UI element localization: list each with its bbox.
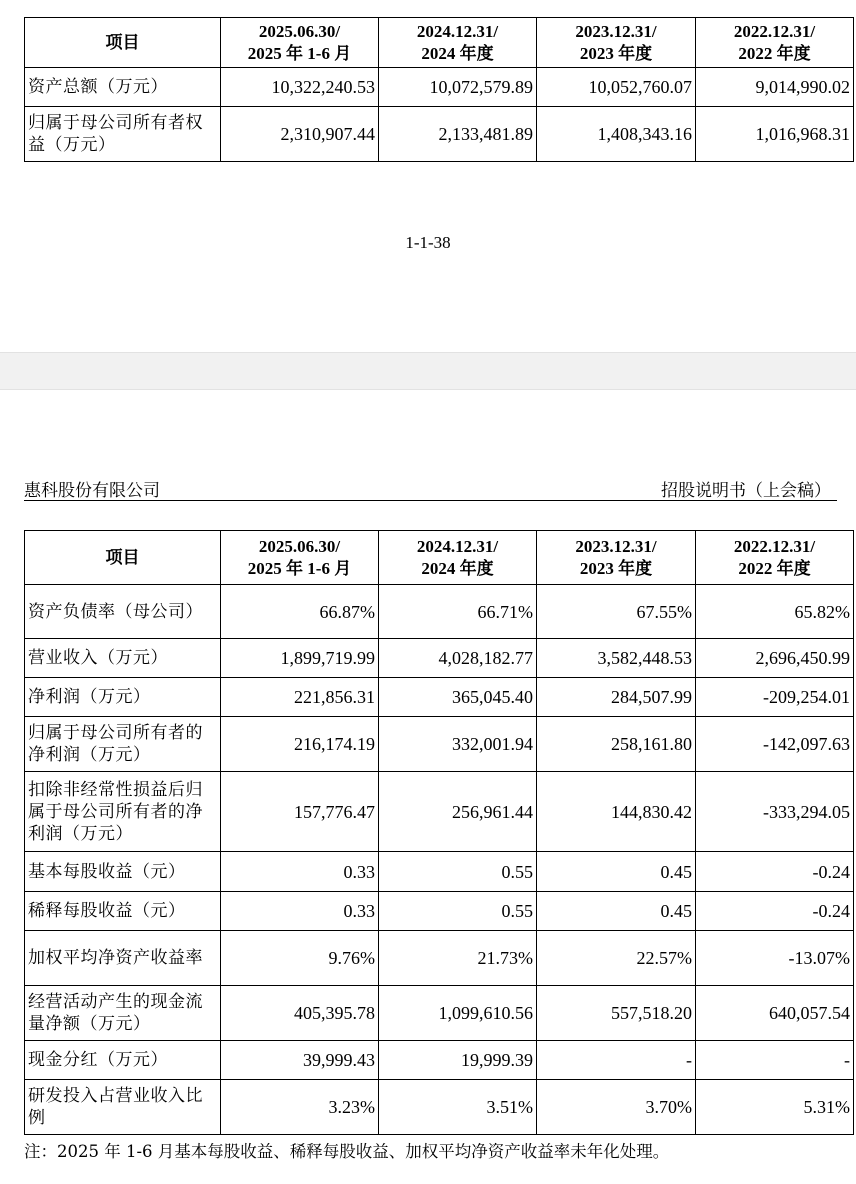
cell-value: 1,899,719.99 (221, 639, 379, 678)
cell-value: -209,254.01 (696, 678, 854, 717)
cell-value: 1,016,968.31 (696, 107, 854, 162)
cell-value: 0.33 (221, 852, 379, 892)
cell-value: -333,294.05 (696, 772, 854, 852)
table-row (25, 585, 854, 639)
table-row (25, 717, 854, 772)
table-row (25, 68, 854, 107)
page-separator (0, 352, 856, 390)
table-row (25, 986, 854, 1041)
row-label: 归属于母公司所有者权益（万元） (25, 107, 221, 162)
cell-value: 66.87% (221, 585, 379, 639)
table-row (25, 931, 854, 986)
row-label: 归属于母公司所有者的净利润（万元） (25, 717, 221, 772)
cell-value: 332,001.94 (379, 717, 537, 772)
cell-value: 10,072,579.89 (379, 68, 537, 107)
cell-value: 9.76% (221, 931, 379, 986)
header-text: 2022.12.31/ 2022 年度 (733, 21, 816, 63)
header-item: 项目 (25, 531, 221, 585)
cell-value: 21.73% (379, 931, 537, 986)
row-label: 稀释每股收益（元） (25, 892, 221, 931)
cell-value: 9,014,990.02 (696, 68, 854, 107)
cell-value: 66.71% (379, 585, 537, 639)
cell-value: 4,028,182.77 (379, 639, 537, 678)
cell-value: 144,830.42 (537, 772, 696, 852)
page-header (24, 476, 837, 501)
cell-value: 284,507.99 (537, 678, 696, 717)
row-label: 扣除非经常性损益后归属于母公司所有者的净利润（万元） (25, 772, 221, 852)
row-label: 研发投入占营业收入比例 (25, 1080, 221, 1135)
financial-table-main (24, 530, 854, 1135)
cell-value: 2,310,907.44 (221, 107, 379, 162)
table-row (25, 639, 854, 678)
cell-value: 10,322,240.53 (221, 68, 379, 107)
cell-value: 157,776.47 (221, 772, 379, 852)
row-label: 基本每股收益（元） (25, 852, 221, 892)
header-text: 2024.12.31/ 2024 年度 (416, 536, 499, 578)
table-row (25, 678, 854, 717)
table-row (25, 772, 854, 852)
cell-value: 10,052,760.07 (537, 68, 696, 107)
cell-value: 0.45 (537, 852, 696, 892)
header-2023 (537, 531, 696, 585)
cell-value: 3.51% (379, 1080, 537, 1135)
cell-value: 0.55 (379, 892, 537, 931)
row-label: 经营活动产生的现金流量净额（万元） (25, 986, 221, 1041)
cell-value: 365,045.40 (379, 678, 537, 717)
cell-value: 1,408,343.16 (537, 107, 696, 162)
header-2024 (379, 18, 537, 68)
header-2023 (537, 18, 696, 68)
table-row (25, 1041, 854, 1080)
cell-value: 0.45 (537, 892, 696, 931)
footnote: 注：2025 年 1-6 月基本每股收益、稀释每股收益、加权平均净资产收益率未年化处理。 (24, 1142, 670, 1161)
cell-value: - (537, 1041, 696, 1080)
header-text: 2022.12.31/ 2022 年度 (733, 536, 816, 578)
row-label: 营业收入（万元） (25, 639, 221, 678)
cell-value: 22.57% (537, 931, 696, 986)
header-item: 项目 (25, 18, 221, 68)
cell-value: 39,999.43 (221, 1041, 379, 1080)
row-label: 现金分红（万元） (25, 1041, 221, 1080)
header-text: 2025.06.30/ 2025 年 1-6 月 (247, 21, 352, 63)
row-label: 净利润（万元） (25, 678, 221, 717)
cell-value: 221,856.31 (221, 678, 379, 717)
cell-value: 67.55% (537, 585, 696, 639)
header-2025h1 (221, 531, 379, 585)
row-label: 加权平均净资产收益率 (25, 931, 221, 986)
cell-value: 5.31% (696, 1080, 854, 1135)
cell-value: - (696, 1041, 854, 1080)
header-text: 2024.12.31/ 2024 年度 (416, 21, 499, 63)
header-2022 (696, 18, 854, 68)
cell-value: 3.23% (221, 1080, 379, 1135)
cell-value: -13.07% (696, 931, 854, 986)
document-title: 招股说明书（上会稿） (661, 481, 831, 501)
cell-value: 2,133,481.89 (379, 107, 537, 162)
cell-value: 258,161.80 (537, 717, 696, 772)
cell-value: 0.33 (221, 892, 379, 931)
cell-value: 65.82% (696, 585, 854, 639)
financial-table-top (24, 17, 854, 162)
cell-value: 3.70% (537, 1080, 696, 1135)
table-row (25, 107, 854, 162)
header-2022 (696, 531, 854, 585)
header-2024 (379, 531, 537, 585)
cell-value: 557,518.20 (537, 986, 696, 1041)
company-name: 惠科股份有限公司 (24, 481, 160, 501)
cell-value: 3,582,448.53 (537, 639, 696, 678)
cell-value: -142,097.63 (696, 717, 854, 772)
cell-value: -0.24 (696, 852, 854, 892)
cell-value: 256,961.44 (379, 772, 537, 852)
cell-value: 19,999.39 (379, 1041, 537, 1080)
table-row (25, 892, 854, 931)
table-row (25, 1080, 854, 1135)
cell-value: 405,395.78 (221, 986, 379, 1041)
row-label: 资产总额（万元） (25, 68, 221, 107)
cell-value: 2,696,450.99 (696, 639, 854, 678)
cell-value: 216,174.19 (221, 717, 379, 772)
cell-value: -0.24 (696, 892, 854, 931)
cell-value: 640,057.54 (696, 986, 854, 1041)
row-label: 资产负债率（母公司） (25, 585, 221, 639)
header-text: 2023.12.31/ 2023 年度 (575, 536, 657, 578)
cell-value: 1,099,610.56 (379, 986, 537, 1041)
table-header-row (25, 18, 854, 68)
table-row (25, 852, 854, 892)
table-header-row (25, 531, 854, 585)
header-2025h1 (221, 18, 379, 68)
header-text: 2023.12.31/ 2023 年度 (575, 21, 657, 63)
page-number: 1-1-38 (405, 233, 451, 252)
header-text: 2025.06.30/ 2025 年 1-6 月 (247, 536, 352, 578)
cell-value: 0.55 (379, 852, 537, 892)
